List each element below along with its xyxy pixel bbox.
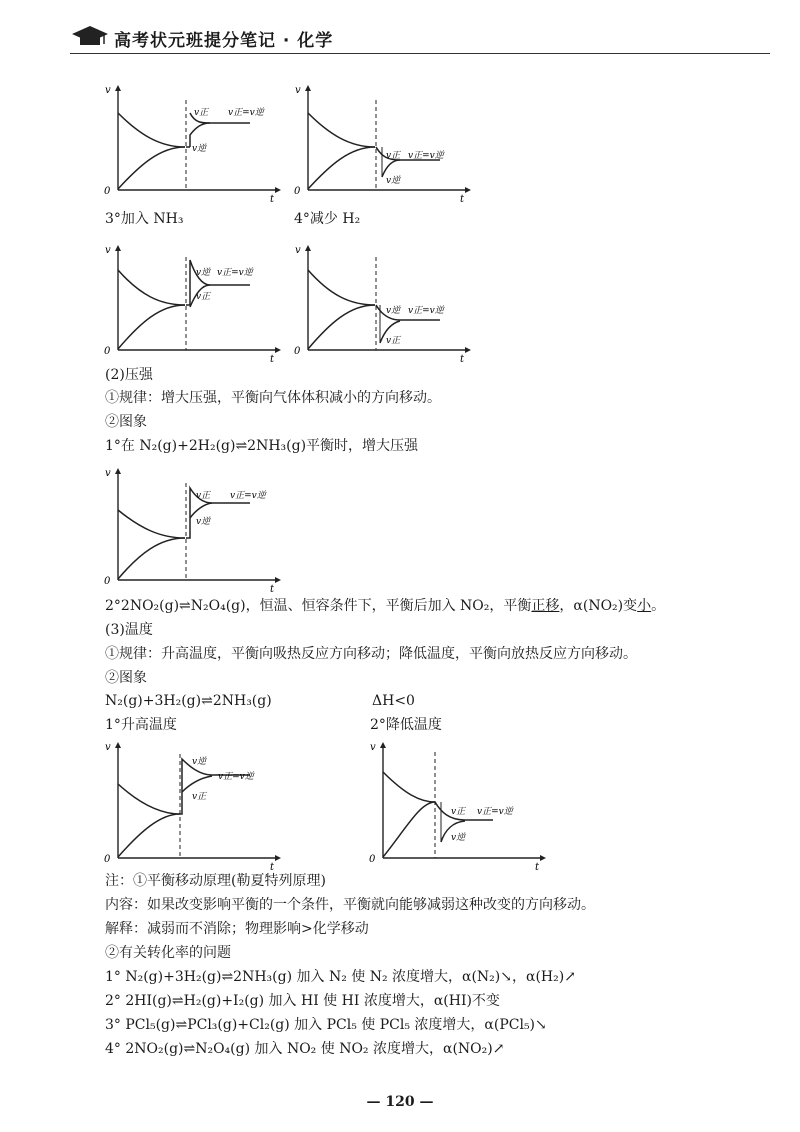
pressure-ex2 <box>105 597 665 615</box>
pressure-ex2-d: 小 <box>637 598 652 614</box>
v-rev-label: v逆 <box>196 517 211 527</box>
axis-t-label: t <box>460 354 465 365</box>
axis-v-label: v <box>295 85 301 96</box>
origin-label: 0 <box>104 854 111 865</box>
graph-temp-down <box>365 742 545 871</box>
v-rev-label: v逆 <box>386 306 401 316</box>
pressure-ex2-a: 2°2NO₂(g)⇌N₂O₄(g)，恒温、恒容条件下，平衡后加入 NO₂，平衡 <box>105 598 532 614</box>
conversion-line-2: 2° 2HI(g)⇌H₂(g)+I₂(g) 加入 HI 使 HI 浓度增大，α(HI)不变 <box>105 993 500 1009</box>
pressure-title: (2)压强 <box>105 367 153 383</box>
origin-label: 0 <box>104 346 111 357</box>
axis-t-label: t <box>270 584 275 595</box>
axis-t-label: t <box>270 862 275 873</box>
v-fwd-label: v正 <box>196 292 211 302</box>
axis-v-label: v <box>295 245 301 256</box>
conversion-line-1: 1° N₂(g)+3H₂(g)⇌2NH₃(g) 加入 N₂ 使 N₂ 浓度增大，α(N₂)↘，α(H₂)↗ <box>105 969 576 985</box>
v-fwd-label: v正 <box>451 807 466 817</box>
pressure-rule: ①规律：增大压强，平衡向气体体积减小的方向移动。 <box>105 390 441 406</box>
v-eq-label: v正=v逆 <box>217 268 253 278</box>
note-2: 内容：如果改变影响平衡的一个条件，平衡就向能够减弱这种改变的方向移动。 <box>105 897 595 913</box>
pressure-ex2-c: ，α(NO₂)变 <box>559 598 638 614</box>
graph-mid-left <box>100 245 280 364</box>
temp-reaction: N₂(g)+3H₂(g)⇌2NH₃(g) <box>105 693 272 709</box>
v-rev-label: v逆 <box>192 144 207 154</box>
graph-top-left <box>100 85 280 204</box>
graph-temp-up <box>100 742 280 871</box>
temp-c2: 2°降低温度 <box>370 717 442 733</box>
origin-label: 0 <box>104 576 111 587</box>
note-3: 解释：减弱而不消除；物理影响>化学移动 <box>105 921 369 937</box>
v-fwd-label: v正 <box>192 792 207 802</box>
temp-dh: ΔH<0 <box>372 693 415 709</box>
v-eq-label: v正=v逆 <box>408 306 444 316</box>
note-1: 注：①平衡移动原理(勒夏特列原理) <box>105 873 326 889</box>
origin-label: 0 <box>294 346 301 357</box>
pressure-ex1: 1°在 N₂(g)+2H₂(g)⇌2NH₃(g)平衡时，增大压强 <box>105 438 419 454</box>
v-fwd-label: v正 <box>386 151 401 161</box>
conversion-line-3: 3° PCl₅(g)⇌PCl₃(g)+Cl₂(g) 加入 PCl₅ 使 PCl₅ 浓度增大，α(PCl₅)↘ <box>105 1017 547 1033</box>
pressure-img: ②图象 <box>105 414 147 430</box>
v-rev-label: v逆 <box>192 757 207 767</box>
axis-t-label: t <box>460 194 465 205</box>
origin-label: 0 <box>294 186 301 197</box>
v-rev-label: v逆 <box>386 176 401 186</box>
caption-3: 3°加入 NH₃ <box>105 211 184 227</box>
origin-label: 0 <box>104 186 111 197</box>
axis-v-label: v <box>105 245 111 256</box>
v-fwd-label: v正 <box>196 491 211 501</box>
graduation-cap-icon <box>70 24 110 48</box>
axis-t-label: t <box>270 354 275 365</box>
v-eq-label: v正=v逆 <box>218 772 254 782</box>
axis-t-label: t <box>270 194 275 205</box>
v-eq-label: v正=v逆 <box>228 108 264 118</box>
axis-v-label: v <box>370 742 376 753</box>
axis-v-label: v <box>105 742 111 753</box>
graph-top-right <box>290 85 470 204</box>
v-fwd-label: v正 <box>386 336 401 346</box>
note-4: ②有关转化率的问题 <box>105 945 231 961</box>
origin-label: 0 <box>369 854 376 865</box>
v-rev-label: v逆 <box>451 833 466 843</box>
temp-c1: 1°升高温度 <box>105 717 177 733</box>
caption-4: 4°减少 H₂ <box>294 211 361 227</box>
page-number: — 120 — <box>366 1094 434 1110</box>
header-title: 高考状元班提分笔记 · 化学 <box>114 31 334 51</box>
temp-img: ②图象 <box>105 670 147 686</box>
axis-t-label: t <box>535 862 540 873</box>
v-eq-label: v正=v逆 <box>477 807 513 817</box>
graph-pressure <box>100 468 280 595</box>
conversion-line-4: 4° 2NO₂(g)⇌N₂O₄(g) 加入 NO₂ 使 NO₂ 浓度增大，α(NO₂)↗ <box>105 1041 505 1057</box>
v-eq-label: v正=v逆 <box>408 151 444 161</box>
axis-v-label: v <box>105 468 111 479</box>
graph-mid-right <box>290 245 470 364</box>
page-header <box>70 20 770 60</box>
v-fwd-label: v正 <box>194 108 209 118</box>
temp-title: (3)温度 <box>105 622 153 638</box>
header-rule <box>70 53 770 54</box>
v-eq-label: v正=v逆 <box>230 491 266 501</box>
v-rev-label: v逆 <box>196 268 211 278</box>
temp-rule: ①规律：升高温度，平衡向吸热反应方向移动；降低温度，平衡向放热反应方向移动。 <box>105 646 637 662</box>
pressure-ex2-e: 。 <box>651 598 666 614</box>
pressure-ex2-b: 正移 <box>531 598 560 614</box>
axis-v-label: v <box>105 85 111 96</box>
